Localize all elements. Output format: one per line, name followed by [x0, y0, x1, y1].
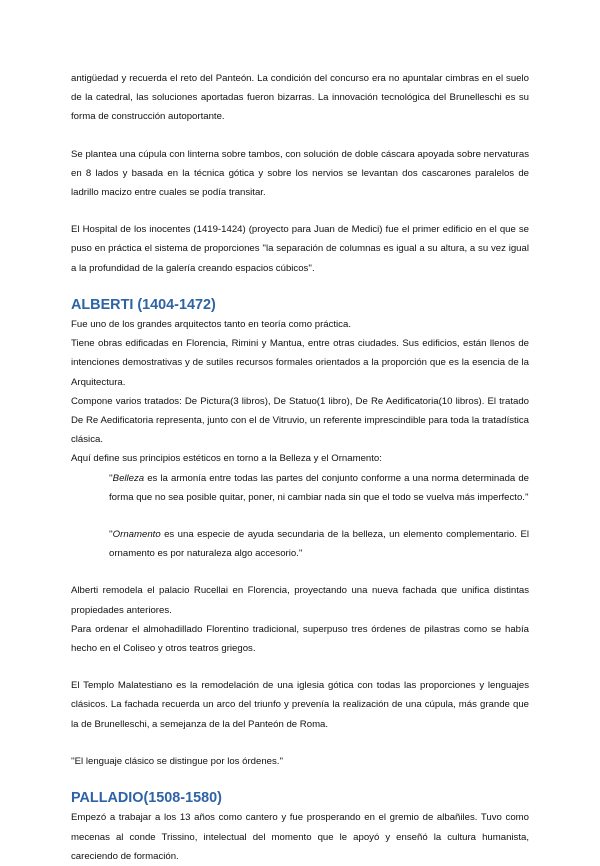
belleza-definition: es la armonía entre todas las partes del conjunto conforme a una norma determinada de forma que no sea posible quitar, poner, ni cambiar nada sin que el todo se vuelva más imperfecto.'' — [109, 472, 529, 503]
brunelleschi-paragraph-3: El Hospital de los inocentes (1419-1424) (proyecto para Juan de Medici) fue el primer edificio en el que se puso en práctica el sistema de proporciones ''la separación de columnas es igual a su altura, a su vez igual a la profundidad de la galería creando espacios cúbicos''. — [71, 224, 529, 274]
alberti-heading: ALBERTI (1404-1472) — [71, 296, 216, 313]
alberti-paragraph-6: Para ordenar el almohadillado Florentino tradicional, superpuso tres órdenes de pilastras como se había hecho en el Coliseo y otros teatros griegos. — [71, 623, 529, 655]
ornamento-quote-open: '' — [109, 529, 113, 541]
ornamento-term: Ornamento — [112, 529, 161, 541]
ornamento-definition: es una especie de ayuda secundaria de la belleza, un elemento complementario. El ornamento es por naturaleza algo accesorio.'' — [109, 529, 529, 560]
alberti-paragraph-7: El Templo Malatestiano es la remodelación de una iglesia gótica con todas las proporciones y lenguajes clásicos. La fachada recuerda un arco del triunfo y prevenía la realización de una cúpula, más grande que la de Brunelleschi, a semejanza de la del Panteón de Roma. — [71, 680, 529, 730]
alberti-quote-ordenes: ''El lenguaje clásico se distingue por los órdenes.'' — [71, 755, 284, 767]
palladio-heading: PALLADIO(1508-1580) — [71, 790, 222, 807]
alberti-line-3: Compone varios tratados: De Pictura(3 libros), De Statuo(1 libro), De Re Aedificatoria(10 libros). El tratado De Re Aedificatoria representa, junto con el de Vitruvio, un referente imprescindible para toda la tratadística clásica. — [71, 395, 529, 446]
alberti-line-1: Fue uno de los grandes arquitectos tanto en teoría como práctica. — [71, 319, 351, 331]
belleza-term: Belleza — [112, 472, 145, 484]
belleza-quote — [109, 469, 529, 507]
ornamento-quote — [109, 525, 529, 563]
alberti-line-2: Tiene obras edificadas en Florencia, Rimini y Mantua, entre otras ciudades. Sus edificios, están llenos de intenciones demostrativas y de sutiles recursos formales orientados a la proporción que es la esencia de la Arquitectura. — [71, 338, 529, 388]
alberti-line-4: Aquí define sus principios estéticos en torno a la Belleza y el Ornamento: — [71, 453, 382, 465]
alberti-paragraph-5: Alberti remodela el palacio Rucellai en Florencia, proyectando una nueva fachada que unifica distintas propiedades anteriores. — [71, 585, 529, 616]
brunelleschi-paragraph-1: antigüedad y recuerda el reto del Panteón. La condición del concurso era no apuntalar cimbras en el suelo de la catedral, las soluciones aportadas fueron bizarras. La innovación tecnológica del Brunelleschi es su forma de construcción autoportante. — [71, 73, 529, 123]
belleza-quote-open: '' — [109, 472, 113, 484]
palladio-paragraph-1: Empezó a trabajar a los 13 años como cantero y fue prosperando en el gremio de albañiles. Tuvo como mecenas al conde Trissino, intelectual del momento que le apoyó y enseñó la cultura humanista, careciendo de formación. — [71, 812, 529, 862]
brunelleschi-paragraph-2: Se plantea una cúpula con linterna sobre tambos, con solución de doble cáscara apoyada sobre nervaturas en 8 lados y basada en la técnica gótica y sobre los nervios se levantan dos cascarones paralelos de ladrillo macizo entre cuales se podía transitar. — [71, 148, 529, 199]
